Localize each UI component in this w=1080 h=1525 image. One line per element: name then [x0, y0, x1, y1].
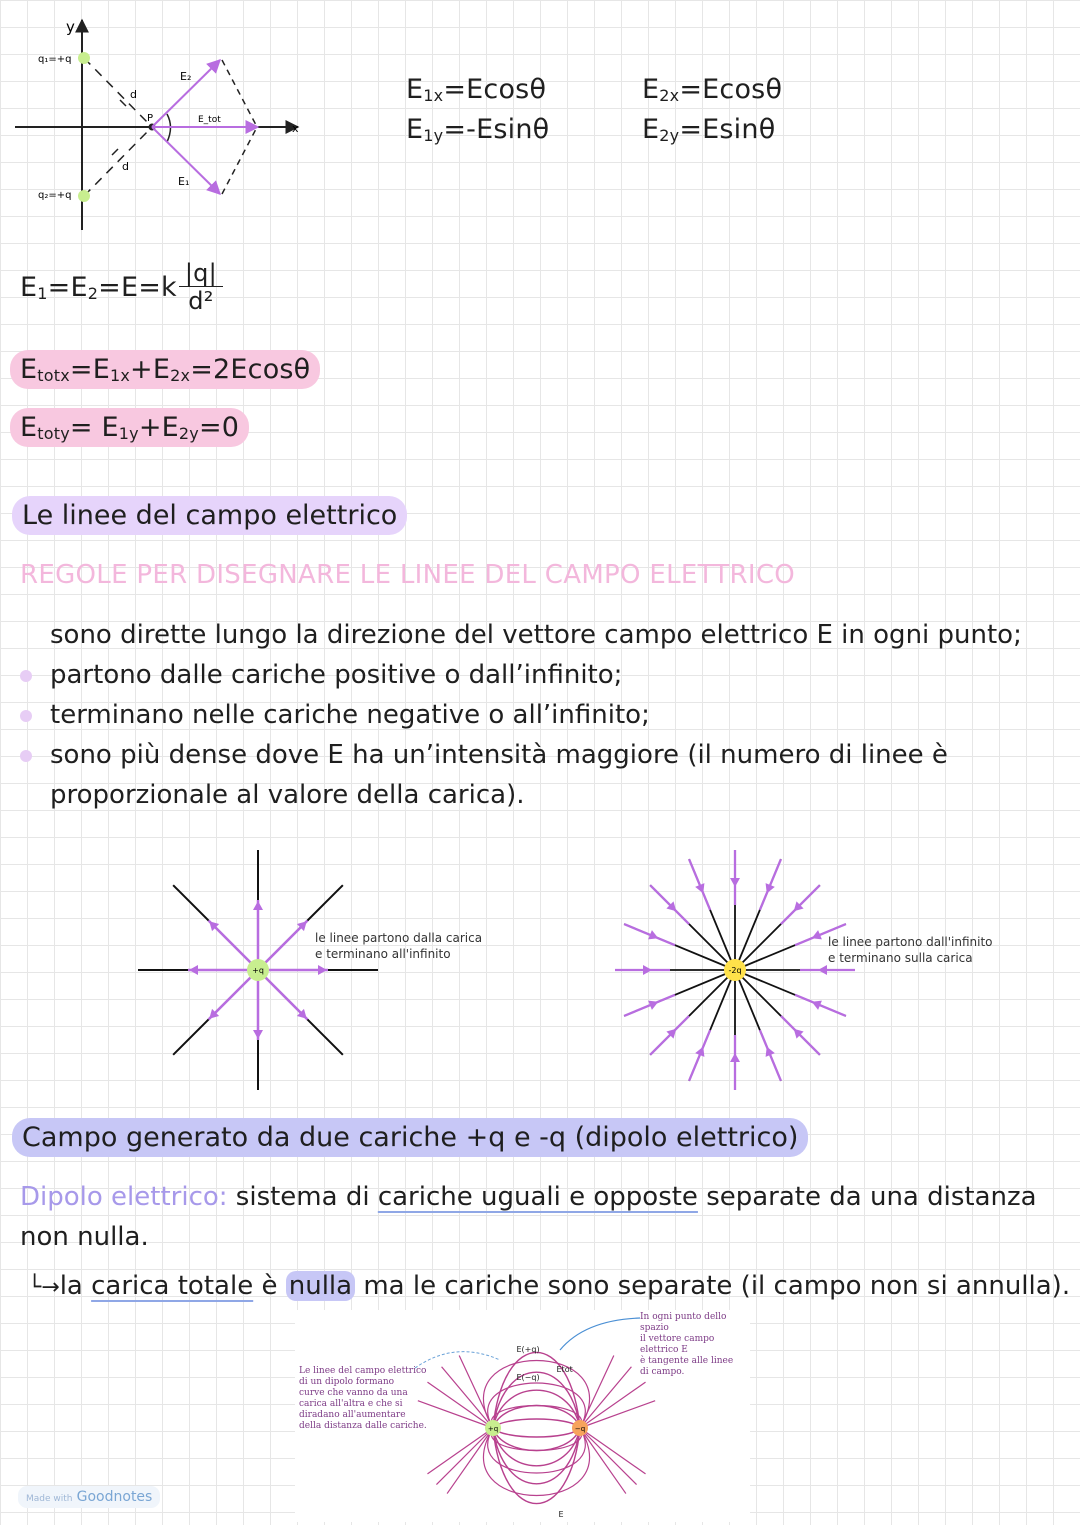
e1x-equation: E1x=Ecosθ	[406, 74, 547, 105]
q2-label: q₂=+q	[38, 190, 72, 201]
dipole-positive-label: +q	[487, 1425, 499, 1433]
field-magnitude-formula	[20, 260, 223, 315]
dipole-vector-label: E(+q)	[516, 1345, 540, 1354]
negative-note-line2: e terminano sulla carica	[828, 951, 973, 965]
etoty-equation: Etoty= E1y+E2y=0	[10, 408, 249, 447]
rule-item: sono dirette lungo la direzione del vettore campo elettrico E in ogni punto;	[50, 620, 1022, 650]
field-line-segment	[650, 885, 689, 924]
dipole-right-note-line: di campo.	[640, 1367, 685, 1377]
dipole-field-line	[580, 1428, 637, 1485]
dipole-right-note-line: è tangente alle linee	[640, 1356, 734, 1366]
dipole-right-note	[640, 1312, 750, 1378]
dipole-field-line	[493, 1419, 580, 1428]
formula-numerator: |q|	[179, 260, 223, 287]
dipole-definition	[20, 1177, 1070, 1257]
field-line-segment	[795, 995, 846, 1016]
dipole-right-note-line: In ogni punto dello spazio	[640, 1312, 727, 1333]
field-line-segment	[689, 1030, 710, 1081]
etotx-equation: Etotx=E1x+E2x=2Ecosθ	[10, 350, 320, 389]
dipole-callout-arrow	[560, 1318, 640, 1350]
dipole-vector-label: E(−q)	[516, 1373, 540, 1382]
rule-item: proporzionale al valore della carica).	[50, 780, 525, 810]
formula-denominator: d²	[188, 287, 214, 315]
dipole-callout-line	[415, 1352, 500, 1368]
dipole-field-line	[427, 1428, 493, 1474]
negative-charge-note	[828, 934, 993, 966]
dipole-field-line	[436, 1428, 493, 1485]
line-text-b: carica totale	[91, 1271, 254, 1301]
total-charge-line	[28, 1266, 1070, 1308]
charge-q1	[78, 52, 90, 64]
field-line-segment	[760, 859, 781, 910]
field-arrow	[643, 965, 652, 975]
dipole-field-line	[491, 1428, 582, 1451]
field-line-segment	[624, 924, 675, 945]
def-text-b: cariche uguali e opposte	[377, 1182, 698, 1212]
section-title-dipole: Campo generato da due cariche +q e -q (dipolo elettrico)	[12, 1118, 808, 1157]
dipole-left-note-line: Le linee del campo elettrico	[299, 1366, 427, 1376]
e2y-equation: E2y=Esinθ	[642, 114, 776, 145]
rule-item: partono dalle cariche positive o dall’infinito;	[18, 655, 1068, 695]
dipole-field-line	[491, 1406, 582, 1429]
dipole-left-note-line: di un dipolo formano	[299, 1377, 395, 1387]
e2x-equation: E2x=Ecosθ	[642, 74, 783, 105]
dipole-field-line	[493, 1428, 580, 1437]
dipole-left-note-line: curve che vanno da una	[299, 1388, 408, 1398]
field-arrow	[762, 1045, 775, 1057]
arrow-glyph: └→	[28, 1275, 60, 1300]
line-text-a: la	[59, 1271, 83, 1301]
vector-sum-diagram	[0, 10, 320, 240]
field-arrow	[648, 997, 660, 1010]
goodnotes-logo-text: Goodnotes	[76, 1489, 153, 1505]
field-arrow	[810, 930, 822, 943]
def-text-d: non nulla.	[20, 1222, 149, 1252]
dipole-left-note-line: diradano all'aumentare	[299, 1410, 406, 1420]
negative-charge-field-diagram	[610, 850, 860, 1090]
made-with-text: Made with	[26, 1494, 73, 1504]
positive-charge-field-diagram	[130, 850, 390, 1090]
negative-charge-label: -2q	[728, 966, 742, 975]
x-axis-label: x	[292, 122, 299, 135]
field-arrow	[189, 965, 198, 975]
distance-label-top: d	[130, 88, 137, 101]
distance-label-bottom: d	[122, 160, 129, 173]
rule-item: terminano nelle cariche negative o all’infinito;	[18, 695, 1068, 735]
field-line-segment	[650, 1016, 689, 1055]
field-line-segment	[781, 1016, 820, 1055]
rules-heading: REGOLE PER DISEGNARE LE LINEE DEL CAMPO ELETTRICO	[20, 560, 796, 590]
field-arrow	[253, 1030, 263, 1039]
dipole-vector-label: Etot	[556, 1365, 573, 1374]
e1-label: E₁	[178, 175, 190, 188]
line-text-d: nulla	[286, 1271, 355, 1301]
dipole-right-note-line: il vettore campo elettrico E	[640, 1334, 715, 1355]
formula-lhs: E1=E2=E=k	[20, 272, 177, 303]
dipole-field-line	[580, 1428, 646, 1474]
def-text-a: sistema di	[235, 1182, 370, 1212]
field-arrow	[695, 1045, 708, 1057]
negative-note-line1: le linee partono dall'infinito	[828, 935, 993, 949]
field-arrow	[695, 883, 708, 895]
e1y-equation: E1y=-Esinθ	[406, 114, 550, 145]
goodnotes-badge	[18, 1486, 160, 1508]
rule-item: sono più dense dove E ha un’intensità maggiore (il numero di linee è	[18, 735, 1068, 775]
dipole-vector-label: E	[558, 1510, 564, 1519]
dipole-negative-label: −q	[574, 1425, 586, 1433]
field-arrow	[648, 930, 660, 943]
point-p-label: P	[147, 113, 154, 124]
dipole-left-note	[299, 1366, 427, 1432]
e2-label: E₂	[180, 70, 192, 83]
positive-note-line1: le linee partono dalla carica	[315, 931, 483, 945]
dipole-term: Dipolo elettrico:	[20, 1182, 228, 1212]
def-text-c: separate da una distanza	[706, 1182, 1037, 1212]
dipole-left-note-line: carica all'altra e che si	[299, 1399, 403, 1409]
positive-note-line2: e terminano all'infinito	[315, 947, 451, 961]
field-arrow	[818, 965, 827, 975]
line-text-c: è	[261, 1271, 278, 1301]
field-arrow	[318, 965, 327, 975]
field-arrow	[730, 1053, 740, 1062]
positive-charge-label: +q	[252, 966, 264, 975]
field-line-segment	[624, 995, 675, 1016]
dipole-field-line	[447, 1428, 493, 1494]
field-line-segment	[781, 885, 820, 924]
y-axis-label: y	[66, 18, 75, 36]
dipole-left-note-line: della distanza dalle cariche.	[299, 1421, 427, 1431]
q1-label: q₁=+q	[38, 54, 72, 65]
section-title-field-lines: Le linee del campo elettrico	[12, 496, 407, 535]
line-text-e: ma le cariche sono separate (il campo non si annulla).	[363, 1271, 1071, 1301]
etot-label: E_tot	[198, 115, 221, 125]
field-arrow	[730, 878, 740, 887]
field-line-segment	[760, 1030, 781, 1081]
positive-charge-note	[315, 930, 482, 962]
dipole-field-line	[580, 1428, 626, 1494]
field-arrow	[253, 901, 263, 910]
charge-q2	[78, 190, 90, 202]
field-line-segment	[689, 859, 710, 910]
field-arrow	[762, 883, 775, 895]
dipole-figure	[295, 1310, 750, 1522]
field-arrow	[810, 997, 822, 1010]
rules-list	[18, 615, 1068, 815]
